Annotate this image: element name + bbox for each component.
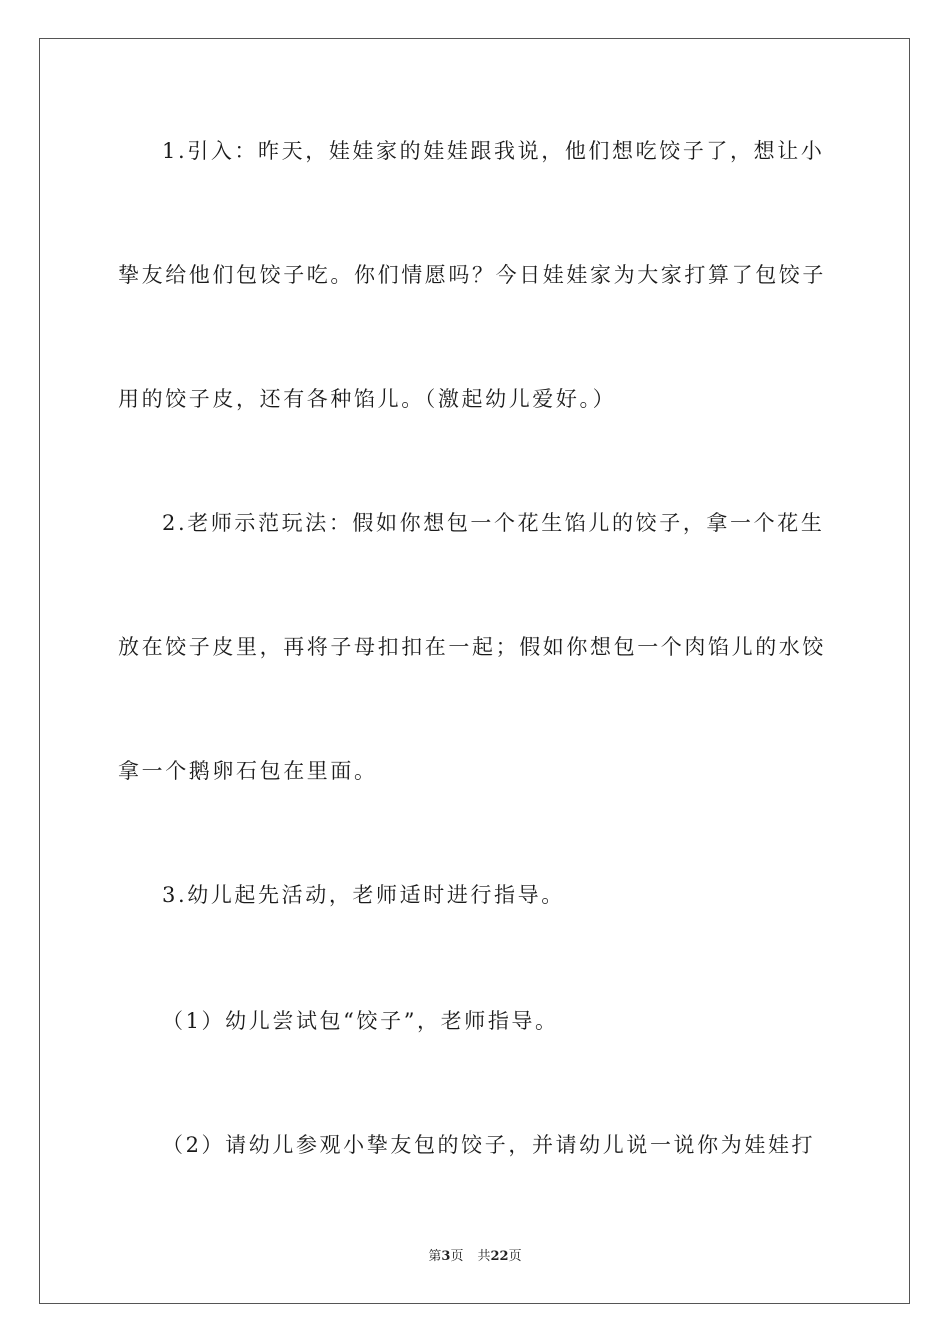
paragraph-2-line-3: 拿一个鹅卵石包在里面。 (118, 759, 378, 783)
page-prefix: 第 (428, 1249, 442, 1264)
total-pages-number: 22 (490, 1249, 509, 1264)
paragraph-2-line-1: 2.老师示范玩法：假如你想包一个花生馅儿的饺子，拿一个花生 (162, 511, 825, 535)
paragraph-1-line-3: 用的饺子皮，还有各种馅儿。（激起幼儿爱好。） (118, 387, 617, 411)
total-prefix: 共 (477, 1249, 491, 1264)
total-suffix: 页 (508, 1249, 522, 1264)
sub-item-2-line-1: （2）请幼儿参观小挚友包的饺子，并请幼儿说一说你为娃娃打 (162, 1133, 816, 1157)
paragraph-1-line-2: 挚友给他们包饺子吃。你们情愿吗？今日娃娃家为大家打算了包饺子 (118, 263, 826, 287)
paragraph-2-line-2: 放在饺子皮里，再将子母扣扣在一起；假如你想包一个肉馅儿的水饺 (118, 635, 826, 659)
paragraph-1-line-1: 1.引入：昨天，娃娃家的娃娃跟我说，他们想吃饺子了，想让小 (162, 139, 825, 163)
page-border (39, 38, 910, 1304)
current-page-number: 3 (441, 1249, 451, 1264)
paragraph-3-line-1: 3.幼儿起先活动，老师适时进行指导。 (162, 883, 565, 907)
sub-item-1-line-1: （1）幼儿尝试包“饺子”，老师指导。 (162, 1009, 559, 1033)
page-suffix: 页 (450, 1249, 464, 1264)
page-footer (0, 1248, 950, 1266)
